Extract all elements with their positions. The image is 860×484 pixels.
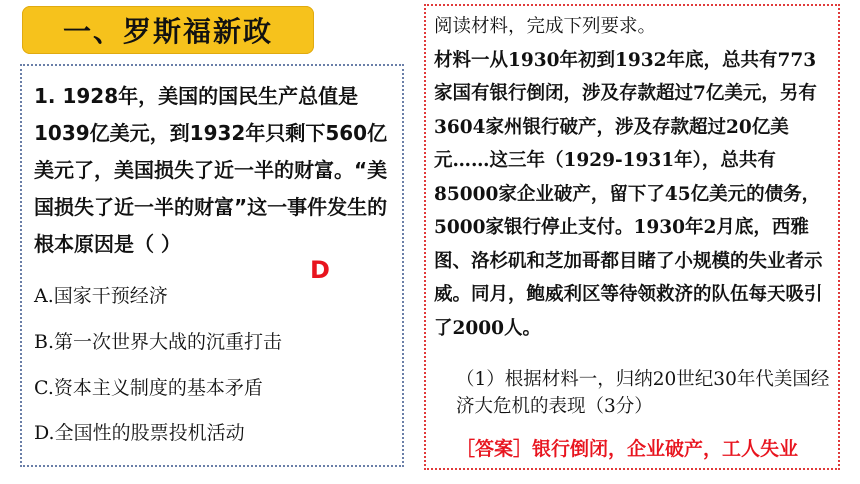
answer-letter: D [310,256,330,284]
question-panel [20,64,404,467]
option-b: B.第一次世界大战的沉重打击 [34,331,283,353]
sub-question: （1）根据材料一，归纳20世纪30年代美国经济大危机的表现（3分） [456,369,830,417]
option-a: A.国家干预经济 [34,285,168,307]
option-c: C.资本主义制度的基本矛盾 [34,377,263,399]
section-title: 一、罗斯福新政 [62,15,273,48]
answer-key: ［答案］银行倒闭，企业破产，工人失业 [456,438,799,460]
section-title-box [22,6,314,54]
material-panel [424,4,840,470]
material-body [434,10,834,345]
option-d: D.全国性的股票投机活动 [34,422,245,444]
material-instruction: 阅读材料，完成下列要求。 [434,16,657,37]
question-stem: 1. 1928年，美国的国民生产总值是1039亿美元，到1932年只剩下560亿美元了，美国损失了近一半的财富。“美国损失了近一半的财富”这一事件发生的根本原因是（ ） [34,84,388,256]
material-text: 材料一从1930年初到1932年底，总共有773家国有银行倒闭，涉及存款超过7亿美元，另有3604家州银行破产，涉及存款超过20亿美元……这三年（1929-1931年），总共有85000家企业破产，留下了45亿美元的债务，5000家银行停止支付。1930年2月底，西雅图、洛杉矶和芝加哥都目睹了小规模的失业者示威。同月，鲍威利区等待领救济的队伍每天吸引了2000人。 [434,49,823,339]
